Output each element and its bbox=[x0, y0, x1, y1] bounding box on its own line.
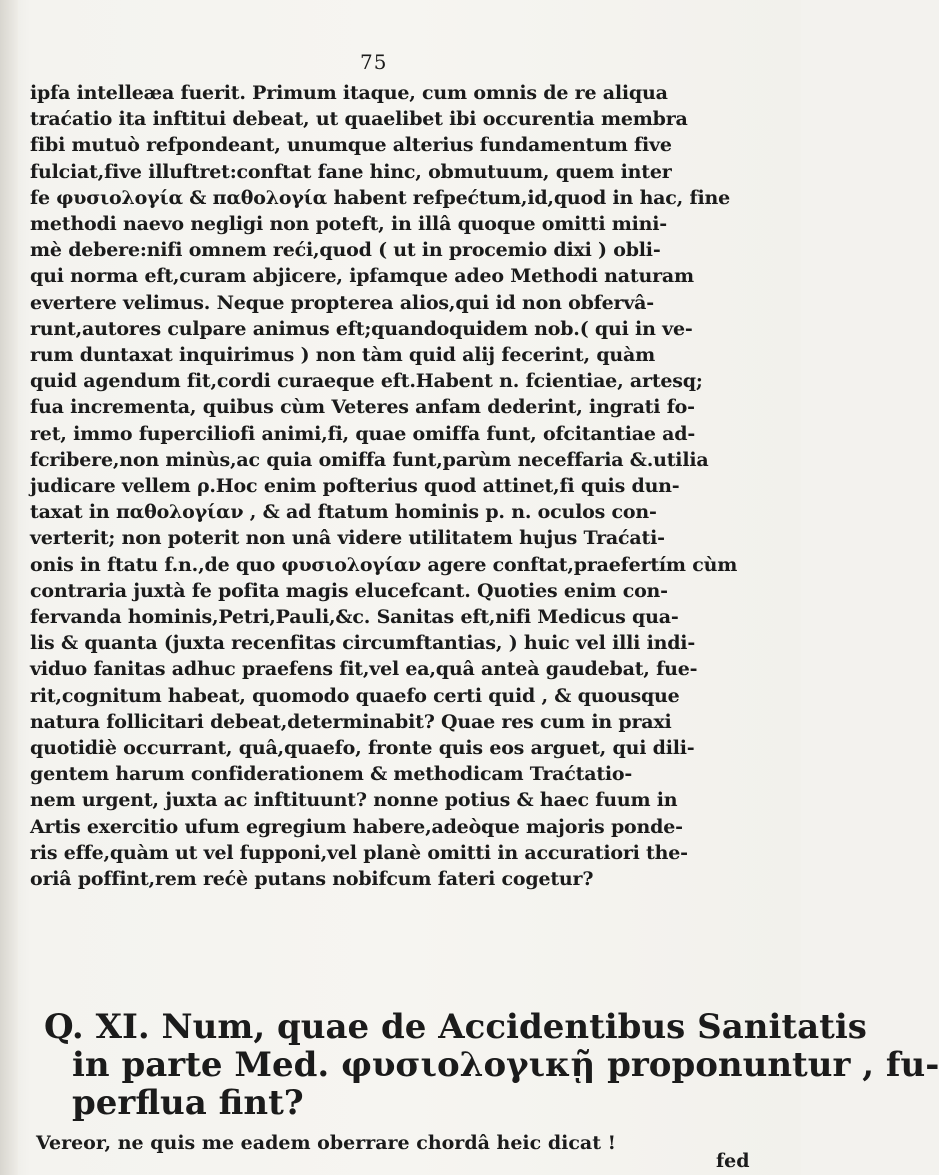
text-line: onis in ftatu f.n.,de quo φυσιολογίαν agere conftat,praefertím cùm bbox=[30, 553, 738, 576]
text-line: quid agendum fit,cordi curaeque eft.Habent n. fcientiae, artesq; bbox=[30, 370, 703, 393]
body-text bbox=[30, 80, 790, 892]
question-heading-line-2: in parte Med. φυσιολογικῇ proponuntur , fu- bbox=[72, 1045, 939, 1085]
page-number: 75 bbox=[360, 50, 388, 74]
text-line: natura follicitari debeat,determinabit? Quae res cum in praxi bbox=[30, 710, 672, 733]
page-gutter bbox=[0, 0, 18, 1175]
text-line: taxat in παθολογίαν , & ad ftatum hominis p. n. oculos con- bbox=[30, 501, 657, 524]
text-line: mè debere:nifi omnem reći,quod ( ut in procemio dixi ) obli- bbox=[30, 239, 661, 262]
text-line: fulciat,five illuftret:conftat fane hinc, obmutuum, quem inter bbox=[30, 160, 672, 183]
text-line: viduo fanitas adhuc praefens fit,vel ea,quâ anteà gaudebat, fue- bbox=[30, 658, 698, 681]
text-line: contraria juxtà fe pofita magis elucefcant. Quoties enim con- bbox=[30, 579, 668, 602]
closing-line: Vereor, ne quis me eadem oberrare chordâ heic dicat ! bbox=[36, 1132, 616, 1154]
text-line: lis & quanta (juxta recenfitas circumftantias, ) huic vel illi indi- bbox=[30, 632, 696, 655]
text-line: fua incrementa, quibus cùm Veteres anfam dederint, ingrati fo- bbox=[30, 396, 695, 419]
text-line: judicare vellem ρ.Hoc enim pofterius quod attinet,fi quis dun- bbox=[30, 475, 680, 498]
text-line: evertere velimus. Neque propterea alios,qui id non obfervâ- bbox=[30, 291, 654, 314]
question-heading-line-3: perflua fint? bbox=[72, 1083, 304, 1123]
text-line: methodi naevo negligi non poteft, in illâ quoque omitti mini- bbox=[30, 213, 667, 236]
catchword: fed bbox=[716, 1150, 750, 1172]
text-line: Artis exercitio ufum egregium habere,adeòque majoris ponde- bbox=[30, 815, 683, 838]
text-line: traćatio ita inftitui debeat, ut quaelibet ibi occurentia membra bbox=[30, 108, 688, 131]
text-line: fe φυσιολογία & παθολογία habent refpećtum,id,quod in hac, fine bbox=[30, 186, 730, 209]
text-line: quotidiè occurrant, quâ,quaefo, fronte quis eos arguet, qui dili- bbox=[30, 737, 695, 760]
text-line: ris effe,quàm ut vel fupponi,vel planè omitti in accuratiori the- bbox=[30, 841, 688, 864]
text-line: oriâ poffint,rem rećè putans nobifcum fateri cogetur? bbox=[30, 868, 594, 891]
question-heading-line-1: Q. XI. Num, quae de Accidentibus Sanitatis bbox=[44, 1007, 867, 1047]
text-line: qui norma eft,curam abjicere, ipfamque adeo Methodi naturam bbox=[30, 265, 694, 288]
text-line: gentem harum confiderationem & methodicam Traćtatio- bbox=[30, 763, 633, 786]
text-line: ipfa intelleæa fuerit. Primum itaque, cum omnis de re aliqua bbox=[30, 82, 668, 104]
text-line: ret, immo fuperciliofi animi,fi, quae omiffa funt, ofcitantiae ad- bbox=[30, 422, 696, 445]
text-line: verterit; non poterit non unâ videre utilitatem hujus Traćati- bbox=[30, 527, 665, 550]
text-line: fcribere,non minùs,ac quia omiffa funt,parùm neceffaria &.utilia bbox=[30, 448, 709, 471]
text-line: fervanda hominis,Petri,Pauli,&c. Sanitas eft,nifi Medicus qua- bbox=[30, 606, 679, 629]
text-line: nem urgent, juxta ac inftituunt? nonne potius & haec fuum in bbox=[30, 789, 678, 812]
text-line: fibi mutuò refpondeant, unumque alterius fundamentum five bbox=[30, 134, 672, 157]
text-line: runt,autores culpare animus eft;quandoquidem nob.( qui in ve- bbox=[30, 317, 693, 340]
question-heading bbox=[44, 1007, 939, 1123]
text-line: rum duntaxat inquirimus ) non tàm quid alij fecerint, quàm bbox=[30, 344, 656, 367]
text-line: rit,cognitum habeat, quomodo quaefo certi quid , & quousque bbox=[30, 684, 680, 707]
